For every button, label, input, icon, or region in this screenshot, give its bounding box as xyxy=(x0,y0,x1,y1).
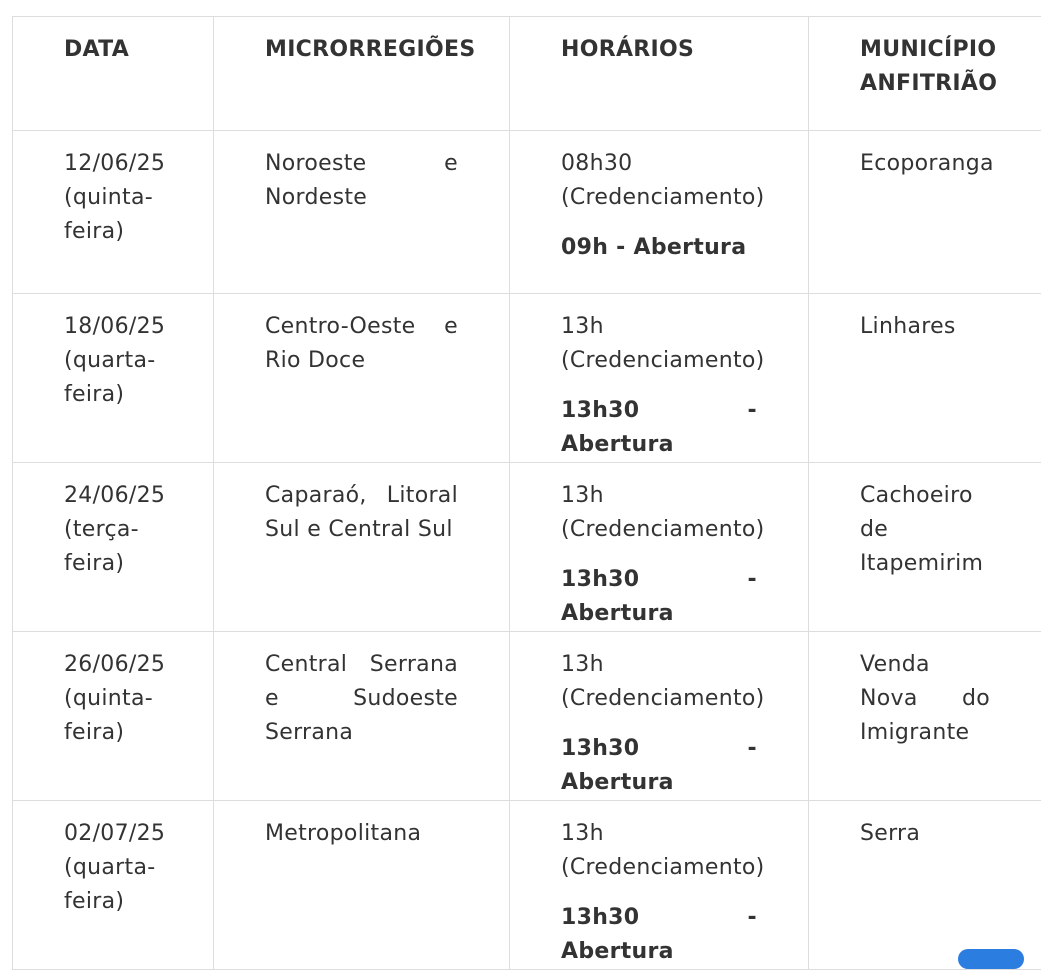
times-cell xyxy=(510,131,809,294)
opening-time: 13h30 - Abertura xyxy=(561,732,757,800)
floating-action-button[interactable] xyxy=(958,949,1024,969)
opening-time: 13h30 - Abertura xyxy=(561,563,757,631)
municipality-cell: Serra xyxy=(809,801,1041,970)
accreditation-time: 08h30 (Credenciamento) xyxy=(561,147,757,215)
municipality-cell: Linhares xyxy=(809,294,1041,463)
municipality-cell: Ecoporanga xyxy=(809,131,1041,294)
date-cell: 26/06/25 (quinta-feira) xyxy=(13,632,214,801)
column-header-date: DATA xyxy=(13,17,214,131)
date-cell: 18/06/25 (quarta-feira) xyxy=(13,294,214,463)
accreditation-time: 13h (Credenciamento) xyxy=(561,648,757,716)
opening-time: 13h30 - Abertura xyxy=(561,394,757,462)
table-row xyxy=(13,801,1041,970)
region-cell: Metropolitana xyxy=(214,801,510,970)
date-cell: 12/06/25 (quinta-feira) xyxy=(13,131,214,294)
accreditation-time: 13h (Credenciamento) xyxy=(561,817,757,885)
table-row xyxy=(13,463,1041,632)
municipality-cell: Venda Nova do Imigrante xyxy=(809,632,1041,801)
region-cell: Central Serrana e Sudoeste Serrana xyxy=(214,632,510,801)
date-cell: 02/07/25 (quarta-feira) xyxy=(13,801,214,970)
times-cell xyxy=(510,801,809,970)
times-cell xyxy=(510,463,809,632)
date-cell: 24/06/25 (terça-feira) xyxy=(13,463,214,632)
table-row xyxy=(13,131,1041,294)
region-cell: Noroeste e Nordeste xyxy=(214,131,510,294)
table-row xyxy=(13,294,1041,463)
region-cell: Centro-Oeste e Rio Doce xyxy=(214,294,510,463)
accreditation-time: 13h (Credenciamento) xyxy=(561,310,757,378)
table-row xyxy=(13,632,1041,801)
times-cell xyxy=(510,632,809,801)
accreditation-time: 13h (Credenciamento) xyxy=(561,479,757,547)
municipality-cell: Cachoeiro de Itapemirim xyxy=(809,463,1041,632)
times-cell xyxy=(510,294,809,463)
column-header-host-municipality: MUNICÍPIO ANFITRIÃO xyxy=(809,17,1041,131)
opening-time: 13h30 - Abertura xyxy=(561,901,757,969)
column-header-times: HORÁRIOS xyxy=(510,17,809,131)
table-header-row xyxy=(13,17,1041,131)
opening-time: 09h - Abertura xyxy=(561,231,757,265)
schedule-table xyxy=(12,16,1041,970)
column-header-microregions: MICRORREGIÕES xyxy=(214,17,510,131)
region-cell: Caparaó, Litoral Sul e Central Sul xyxy=(214,463,510,632)
